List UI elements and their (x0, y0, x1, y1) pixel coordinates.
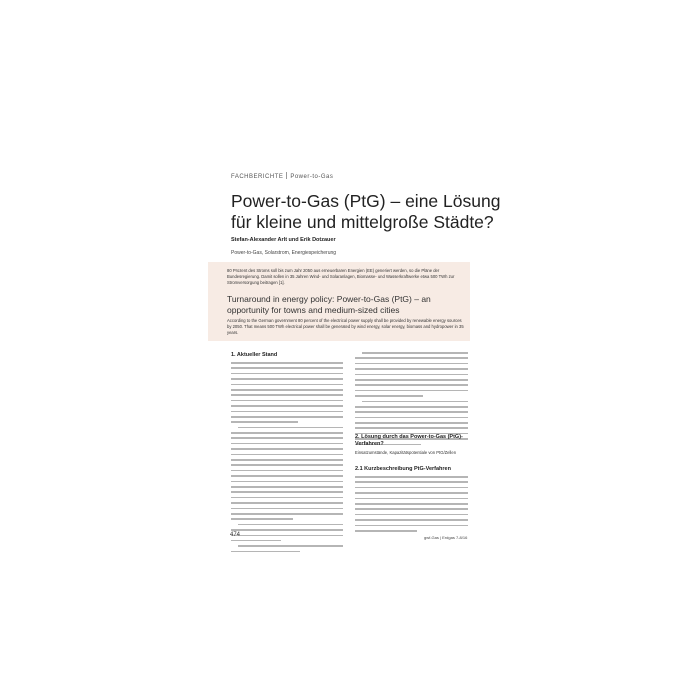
english-title: Turnaround in energy policy: Power-to-Gas (PtG) – an opportunity for towns and medium-sized cities (227, 294, 431, 315)
section-separator (286, 172, 287, 179)
section-label (231, 172, 333, 180)
section-1-heading: 1. Aktueller Stand (231, 352, 278, 358)
article-title: Power-to-Gas (PtG) – eine Lösung für kleine und mittelgroße Städte? (231, 191, 501, 232)
section-topic: Power-to-Gas (290, 174, 334, 180)
section-2-1-heading: 2.1 Kurzbeschreibung PtG-Verfahren (355, 466, 451, 472)
footer-journal: gwf-Gas | Erdgas (424, 535, 455, 540)
abstract-german: 80 Prozent des Stroms soll bis zum Jahr 2050 aus erneuerbaren Energien (EE) generiert werden, so die Pläne der Bundesregierung. Damit sollen in 35 Jahren Wind- und Solaranlagen, Biomasse- und Wasserkraftwerke etwa 500 TWh zur Stromversorgung beitragen [1]. (227, 268, 455, 285)
abstract-english: According to the German government 80 percent of the electrical power supply shall be provided by renewable energy sources by 2050. That means 500 TWh electrical power shall be generated by wind energy, solar energy, biomass and hydropower in 35 years. (227, 318, 464, 335)
page-number: 474 (230, 532, 241, 538)
footer-issue: 7-8/16 (456, 535, 468, 540)
section-name: FACHBERICHTE (231, 174, 284, 180)
section-2-heading: 2. Lösung durch das Power-to-Gas (PtG)-Verfahren? (355, 434, 463, 447)
section-2-subtitle: Einsatzumstände, Kapazitätspotentiale von PtG/Zellen (355, 450, 457, 455)
column-2-text-bottom (355, 476, 468, 535)
column-1-text-top (231, 362, 343, 556)
article-keywords: Power-to-Gas, Solarstrom, Energiespeicherung (231, 250, 337, 256)
article-authors: Stefan-Alexander Arlt und Erik Dotzauer (231, 237, 336, 243)
